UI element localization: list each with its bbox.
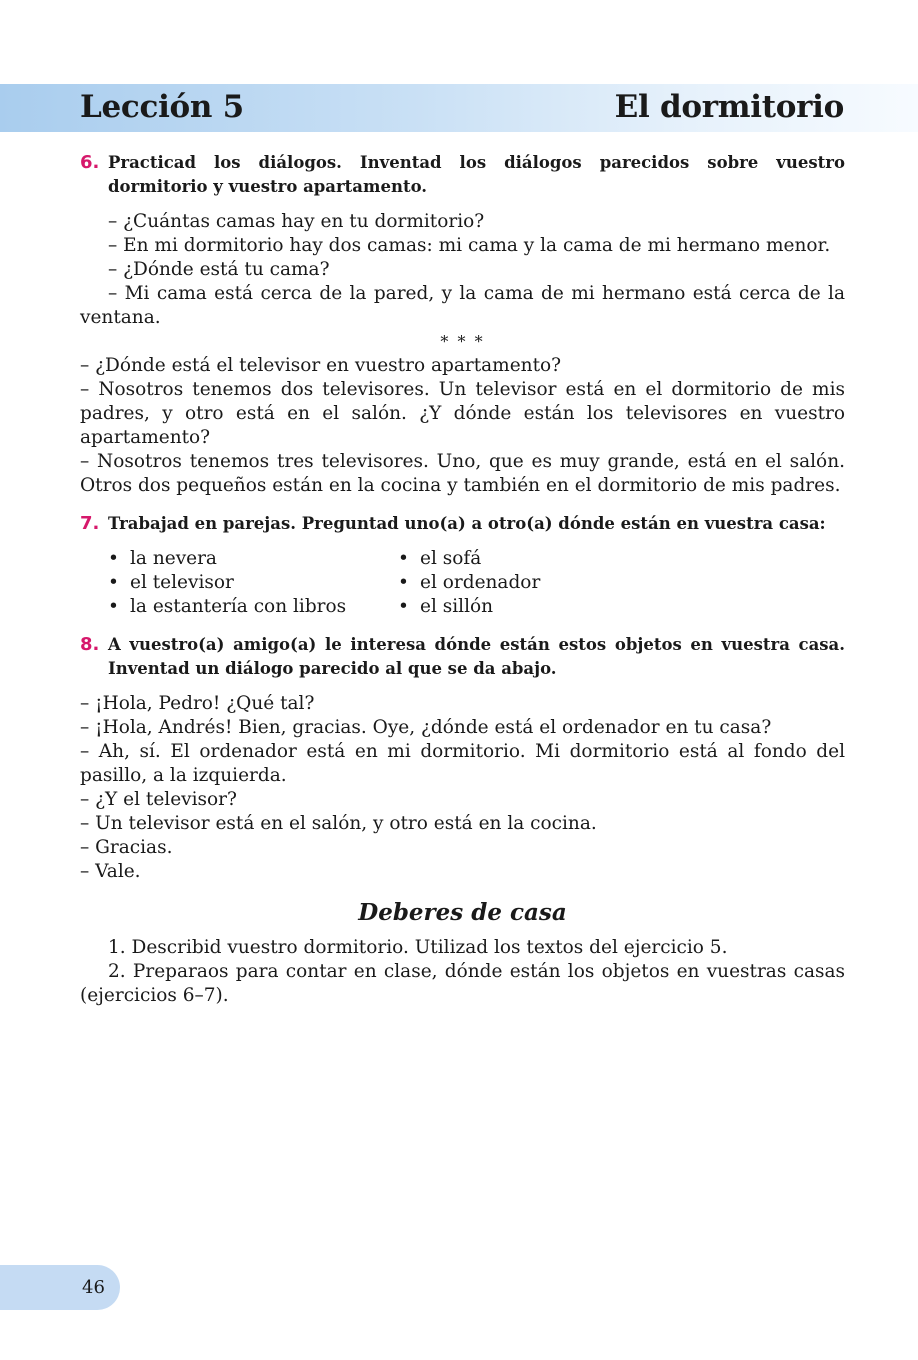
bullet-icon: • xyxy=(398,596,409,617)
exercise-number: 8. xyxy=(80,634,100,655)
homework-title: Deberes de casa xyxy=(358,899,567,926)
dialog-line: – ¡Hola, Andrés! Bien, gracias. Oye, ¿dónde está el ordenador en tu casa? xyxy=(80,717,772,738)
page-number: 46 xyxy=(82,1277,105,1298)
dialog-line: – ¿Dónde está tu cama? xyxy=(108,259,330,280)
homework-task: 2. Preparaos para contar en clase, dónde están los objetos en vuestras casas (ejercicios 6–7). xyxy=(80,961,845,1006)
exercise-instruction: A vuestro(a) amigo(a) le interesa dónde están estos objetos en vuestra casa. Inventad un diálogo parecido al que se da abajo. xyxy=(108,635,845,678)
exercise-6-heading xyxy=(80,151,845,199)
dialog-line: – Nosotros tenemos tres televisores. Uno, que es muy grande, está en el salón. Otros dos pequeños están en la cocina y también en el dormitorio de mis padres. xyxy=(80,451,845,496)
list-item: • el sillón xyxy=(398,596,494,617)
dialog-line: – ¿Y el televisor? xyxy=(80,789,237,810)
exercise-number: 7. xyxy=(80,513,100,534)
page-content xyxy=(80,151,845,1008)
dialog-line: – Mi cama está cerca de la pared, y la cama de mi hermano está cerca de la ventana. xyxy=(80,283,845,328)
list-item: • la nevera xyxy=(108,548,217,569)
exercise-instruction: Practicad los diálogos. Inventad los diálogos parecidos sobre vuestro dormitorio y vuestro apartamento. xyxy=(108,153,845,196)
dialog-line: – ¡Hola, Pedro! ¿Qué tal? xyxy=(80,693,315,714)
objects-list xyxy=(108,547,845,619)
dialog-1 xyxy=(80,210,845,330)
bullet-icon: • xyxy=(398,548,409,569)
dialog-line: – ¿Dónde está el televisor en vuestro apartamento? xyxy=(80,355,562,376)
list-item: • la estantería con libros xyxy=(108,596,347,617)
section-separator: * * * xyxy=(440,332,485,351)
dialog-line: – Ah, sí. El ordenador está en mi dormitorio. Mi dormitorio está al fondo del pasillo, a la izquierda. xyxy=(80,741,845,786)
exercise-number: 6. xyxy=(80,152,100,173)
topic-title: El dormitorio xyxy=(614,89,844,125)
dialog-line: – ¿Cuántas camas hay en tu dormitorio? xyxy=(108,211,485,232)
bullet-icon: • xyxy=(108,572,119,593)
list-item: • el ordenador xyxy=(398,572,541,593)
homework-task: 1. Describid vuestro dormitorio. Utilizad los textos del ejercicio 5. xyxy=(108,937,728,958)
dialog-line: – Un televisor está en el salón, y otro está en la cocina. xyxy=(80,813,597,834)
dialog-line: – En mi dormitorio hay dos camas: mi cama y la cama de mi hermano menor. xyxy=(108,235,831,256)
bullet-icon: • xyxy=(108,548,119,569)
list-item: • el televisor xyxy=(108,572,234,593)
dialog-line: – Vale. xyxy=(80,861,141,882)
exercise-8-heading xyxy=(80,633,845,681)
dialog-line: – Gracias. xyxy=(80,837,173,858)
dialog-2 xyxy=(80,354,845,498)
homework-tasks xyxy=(80,936,845,1008)
list-item: • el sofá xyxy=(398,548,482,569)
dialog-line: – Nosotros tenemos dos televisores. Un televisor está en el dormitorio de mis padres, y otro está en el salón. ¿Y dónde están los televisores en vuestro apartamento? xyxy=(80,379,845,448)
lesson-title: Lección 5 xyxy=(80,89,244,125)
bullet-icon: • xyxy=(398,572,409,593)
bullet-icon: • xyxy=(108,596,119,617)
exercise-7-heading xyxy=(80,512,845,536)
exercise-instruction: Trabajad en parejas. Preguntad uno(a) a otro(a) dónde están en vuestra casa: xyxy=(108,514,826,533)
dialog-3 xyxy=(80,692,845,884)
